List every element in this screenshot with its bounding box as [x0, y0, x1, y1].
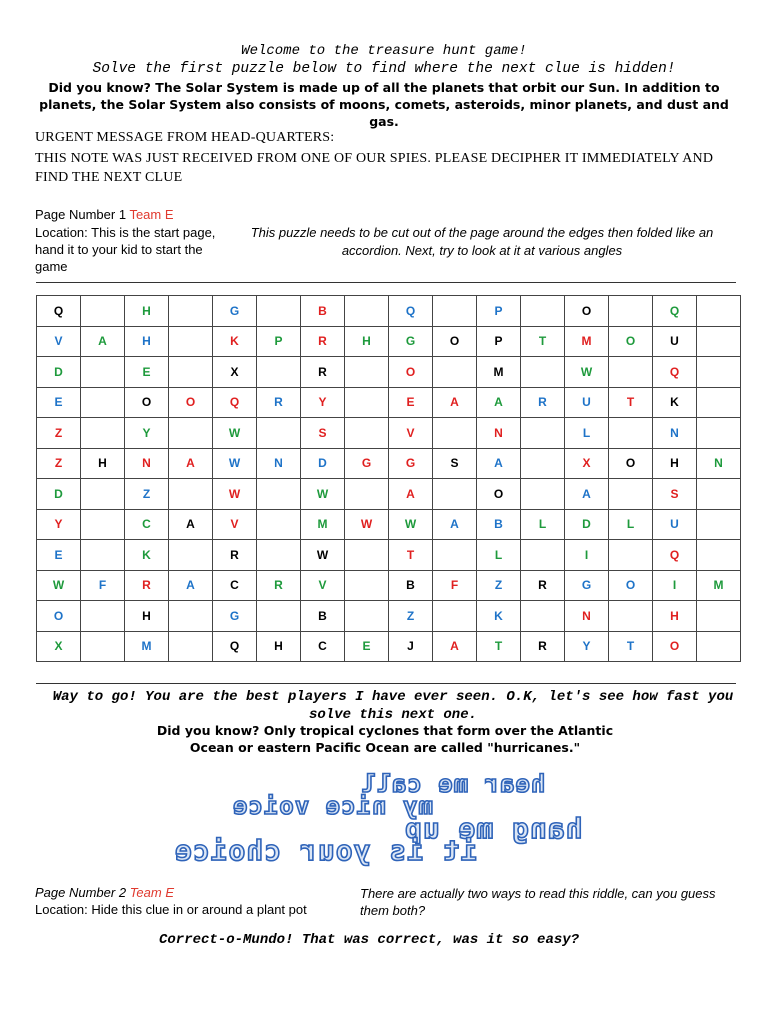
grid-cell: E: [389, 387, 433, 418]
grid-cell: [257, 296, 301, 327]
grid-cell: W: [37, 570, 81, 601]
page1-team: Team E: [129, 207, 174, 222]
grid-cell: [521, 418, 565, 449]
grid-cell: [345, 418, 389, 449]
page1-number: Page Number 1: [35, 207, 127, 222]
grid-cell: H: [257, 631, 301, 662]
grid-cell: Q: [653, 296, 697, 327]
grid-cell: Y: [565, 631, 609, 662]
grid-cell: [257, 601, 301, 632]
grid-cell: E: [345, 631, 389, 662]
grid-cell: M: [301, 509, 345, 540]
grid-cell: T: [477, 631, 521, 662]
grid-cell: H: [81, 448, 125, 479]
grid-cell: [697, 479, 741, 510]
grid-cell: Q: [213, 631, 257, 662]
grid-cell: R: [301, 326, 345, 357]
grid-cell: D: [301, 448, 345, 479]
grid-cell: I: [565, 540, 609, 571]
grid-cell: O: [609, 448, 653, 479]
grid-cell: K: [653, 387, 697, 418]
grid-cell: U: [653, 326, 697, 357]
divider-top: [36, 282, 736, 283]
grid-cell: [521, 540, 565, 571]
grid-cell: Y: [37, 509, 81, 540]
grid-cell: F: [81, 570, 125, 601]
grid-cell: C: [301, 631, 345, 662]
grid-cell: R: [257, 570, 301, 601]
grid-cell: [345, 601, 389, 632]
grid-cell: S: [301, 418, 345, 449]
grid-cell: T: [609, 387, 653, 418]
grid-cell: [609, 418, 653, 449]
grid-cell: G: [389, 326, 433, 357]
grid-cell: [345, 296, 389, 327]
grid-cell: [433, 540, 477, 571]
grid-cell: K: [213, 326, 257, 357]
page1-location: Location: This is the start page, hand it to your kid to start the game: [35, 225, 216, 274]
grid-cell: K: [477, 601, 521, 632]
grid-cell: Q: [37, 296, 81, 327]
grid-cell: R: [301, 357, 345, 388]
grid-cell: O: [433, 326, 477, 357]
grid-cell: C: [213, 570, 257, 601]
grid-cell: [433, 296, 477, 327]
grid-cell: Z: [37, 418, 81, 449]
grid-cell: [433, 479, 477, 510]
grid-cell: [257, 418, 301, 449]
page2-team: Team E: [129, 885, 175, 900]
congrats-text: Way to go! You are the best players I have ever seen. O.K, let's see how fast you solve this next one.: [52, 689, 734, 723]
grid-cell: [81, 540, 125, 571]
grid-cell: H: [125, 326, 169, 357]
grid-cell: [257, 479, 301, 510]
grid-row: [37, 509, 741, 540]
grid-cell: [697, 509, 741, 540]
grid-cell: [257, 357, 301, 388]
grid-cell: W: [213, 418, 257, 449]
grid-cell: [81, 418, 125, 449]
grid-cell: [697, 540, 741, 571]
grid-cell: [81, 509, 125, 540]
grid-cell: Q: [389, 296, 433, 327]
grid-cell: O: [389, 357, 433, 388]
grid-cell: E: [37, 540, 81, 571]
grid-cell: [169, 296, 213, 327]
grid-cell: Z: [125, 479, 169, 510]
grid-cell: O: [125, 387, 169, 418]
grid-cell: K: [125, 540, 169, 571]
grid-cell: H: [345, 326, 389, 357]
grid-cell: R: [521, 631, 565, 662]
grid-cell: W: [301, 540, 345, 571]
grid-cell: G: [213, 296, 257, 327]
welcome-heading: Welcome to the treasure hunt game!: [241, 43, 527, 59]
grid-cell: Z: [477, 570, 521, 601]
grid-cell: [609, 601, 653, 632]
divider-middle: [36, 683, 736, 684]
grid-cell: [433, 357, 477, 388]
page1-label: [35, 207, 174, 222]
grid-cell: N: [125, 448, 169, 479]
grid-row: [37, 631, 741, 662]
correct-text: Correct-o-Mundo! That was correct, was it so easy?: [159, 932, 580, 948]
grid-cell: A: [477, 448, 521, 479]
grid-cell: R: [257, 387, 301, 418]
grid-cell: X: [37, 631, 81, 662]
grid-cell: [521, 448, 565, 479]
grid-cell: L: [609, 509, 653, 540]
grid-cell: G: [565, 570, 609, 601]
grid-cell: T: [609, 631, 653, 662]
grid-cell: W: [301, 479, 345, 510]
grid-cell: Y: [301, 387, 345, 418]
grid-cell: N: [697, 448, 741, 479]
grid-cell: V: [37, 326, 81, 357]
grid-row: [37, 326, 741, 357]
grid-cell: [521, 479, 565, 510]
grid-cell: [345, 357, 389, 388]
grid-cell: [433, 601, 477, 632]
grid-cell: [521, 296, 565, 327]
grid-row: [37, 540, 741, 571]
page2-label: [35, 885, 174, 900]
grid-cell: J: [389, 631, 433, 662]
grid-cell: [81, 387, 125, 418]
grid-cell: G: [345, 448, 389, 479]
grid-row: [37, 448, 741, 479]
grid-cell: G: [389, 448, 433, 479]
grid-cell: Y: [125, 418, 169, 449]
grid-cell: [697, 601, 741, 632]
grid-cell: P: [257, 326, 301, 357]
grid-cell: O: [169, 387, 213, 418]
grid-cell: H: [125, 296, 169, 327]
grid-cell: T: [521, 326, 565, 357]
grid-cell: [345, 479, 389, 510]
grid-cell: S: [653, 479, 697, 510]
grid-cell: V: [389, 418, 433, 449]
grid-cell: D: [37, 357, 81, 388]
grid-cell: [169, 631, 213, 662]
grid-cell: N: [477, 418, 521, 449]
grid-cell: [433, 418, 477, 449]
grid-cell: [169, 479, 213, 510]
grid-cell: W: [213, 479, 257, 510]
grid-cell: N: [653, 418, 697, 449]
grid-cell: [169, 540, 213, 571]
grid-cell: O: [653, 631, 697, 662]
grid-cell: X: [565, 448, 609, 479]
grid-cell: [521, 601, 565, 632]
grid-cell: L: [565, 418, 609, 449]
grid-cell: [81, 296, 125, 327]
grid-cell: R: [125, 570, 169, 601]
grid-cell: M: [477, 357, 521, 388]
grid-cell: [697, 387, 741, 418]
urgent-message-title: URGENT MESSAGE FROM HEAD-QUARTERS:: [35, 130, 335, 145]
grid-cell: [521, 357, 565, 388]
page2-number: Page Number 2: [35, 885, 127, 900]
riddle-line-1: hear me call: [360, 770, 546, 798]
grid-row: [37, 418, 741, 449]
grid-cell: A: [477, 387, 521, 418]
grid-cell: L: [521, 509, 565, 540]
grid-cell: [81, 631, 125, 662]
page2-hint: There are actually two ways to read this riddle, can you guess them both?: [360, 886, 716, 918]
grid-cell: [697, 631, 741, 662]
grid-cell: U: [565, 387, 609, 418]
grid-cell: N: [565, 601, 609, 632]
grid-cell: R: [521, 387, 565, 418]
grid-cell: D: [37, 479, 81, 510]
grid-cell: O: [609, 326, 653, 357]
grid-cell: M: [125, 631, 169, 662]
grid-cell: O: [477, 479, 521, 510]
grid-cell: A: [81, 326, 125, 357]
grid-cell: O: [37, 601, 81, 632]
urgent-message-body: THIS NOTE WAS JUST RECEIVED FROM ONE OF OUR SPIES. PLEASE DECIPHER IT IMMEDIATELY AND FIND THE NEXT CLUE: [35, 151, 714, 185]
grid-cell: S: [433, 448, 477, 479]
grid-cell: R: [521, 570, 565, 601]
instruction-heading: Solve the first puzzle below to find where the next clue is hidden!: [92, 61, 676, 77]
grid-cell: [345, 540, 389, 571]
grid-row: [37, 296, 741, 327]
grid-cell: H: [653, 448, 697, 479]
solar-system-fact: Did you know? The Solar System is made up of all the planets that orbit our Sun. In addition to planets, the Solar System also consists of moons, comets, asteroids, minor planets, and dust and gas.: [39, 80, 729, 129]
grid-cell: A: [169, 570, 213, 601]
grid-cell: A: [389, 479, 433, 510]
grid-cell: A: [433, 387, 477, 418]
grid-cell: B: [389, 570, 433, 601]
riddle-line-4: it is your choice: [174, 834, 478, 867]
grid-cell: [697, 418, 741, 449]
hurricane-fact: Did you know? Only tropical cyclones that form over the Atlantic Ocean or eastern Pacific Ocean are called "hurricanes.": [156, 723, 614, 755]
grid-cell: [609, 540, 653, 571]
grid-cell: Z: [37, 448, 81, 479]
grid-cell: B: [477, 509, 521, 540]
grid-cell: D: [565, 509, 609, 540]
grid-cell: Q: [653, 357, 697, 388]
grid-cell: E: [37, 387, 81, 418]
grid-cell: M: [565, 326, 609, 357]
grid-cell: [345, 387, 389, 418]
grid-cell: [609, 479, 653, 510]
grid-cell: T: [389, 540, 433, 571]
grid-cell: [697, 296, 741, 327]
grid-cell: W: [345, 509, 389, 540]
grid-cell: R: [213, 540, 257, 571]
grid-cell: U: [653, 509, 697, 540]
grid-cell: H: [653, 601, 697, 632]
grid-row: [37, 570, 741, 601]
grid-cell: [609, 357, 653, 388]
grid-cell: [169, 357, 213, 388]
grid-cell: X: [213, 357, 257, 388]
grid-cell: Z: [389, 601, 433, 632]
grid-cell: P: [477, 326, 521, 357]
grid-cell: [609, 296, 653, 327]
grid-cell: W: [389, 509, 433, 540]
grid-cell: A: [169, 509, 213, 540]
grid-row: [37, 601, 741, 632]
grid-cell: N: [257, 448, 301, 479]
grid-cell: A: [169, 448, 213, 479]
grid-cell: F: [433, 570, 477, 601]
grid-cell: O: [565, 296, 609, 327]
grid-cell: [257, 540, 301, 571]
letter-grid: [36, 295, 741, 662]
grid-cell: [169, 601, 213, 632]
grid-cell: [697, 357, 741, 388]
grid-cell: [81, 479, 125, 510]
grid-cell: P: [477, 296, 521, 327]
grid-cell: O: [609, 570, 653, 601]
page2-location: Location: Hide this clue in or around a plant pot: [35, 902, 307, 917]
grid-cell: V: [213, 509, 257, 540]
riddle-line-3: hang me up: [404, 812, 583, 845]
grid-cell: C: [125, 509, 169, 540]
grid-cell: G: [213, 601, 257, 632]
grid-cell: M: [697, 570, 741, 601]
grid-cell: L: [477, 540, 521, 571]
grid-cell: A: [433, 631, 477, 662]
grid-cell: A: [565, 479, 609, 510]
grid-cell: [81, 357, 125, 388]
grid-cell: W: [213, 448, 257, 479]
grid-cell: H: [125, 601, 169, 632]
grid-cell: W: [565, 357, 609, 388]
grid-cell: B: [301, 601, 345, 632]
grid-cell: B: [301, 296, 345, 327]
grid-cell: V: [301, 570, 345, 601]
grid-cell: [169, 418, 213, 449]
grid-row: [37, 357, 741, 388]
grid-cell: [81, 601, 125, 632]
grid-row: [37, 479, 741, 510]
grid-cell: [257, 509, 301, 540]
riddle-line-2: my nice voice: [232, 792, 433, 820]
grid-cell: [697, 326, 741, 357]
grid-cell: Q: [653, 540, 697, 571]
grid-cell: Q: [213, 387, 257, 418]
grid-row: [37, 387, 741, 418]
grid-cell: I: [653, 570, 697, 601]
grid-cell: [169, 326, 213, 357]
grid-cell: [345, 570, 389, 601]
grid-cell: A: [433, 509, 477, 540]
page1-hint: This puzzle needs to be cut out of the page around the edges then folded like an accordion. Next, try to look at it at various angles: [250, 225, 714, 258]
grid-cell: E: [125, 357, 169, 388]
